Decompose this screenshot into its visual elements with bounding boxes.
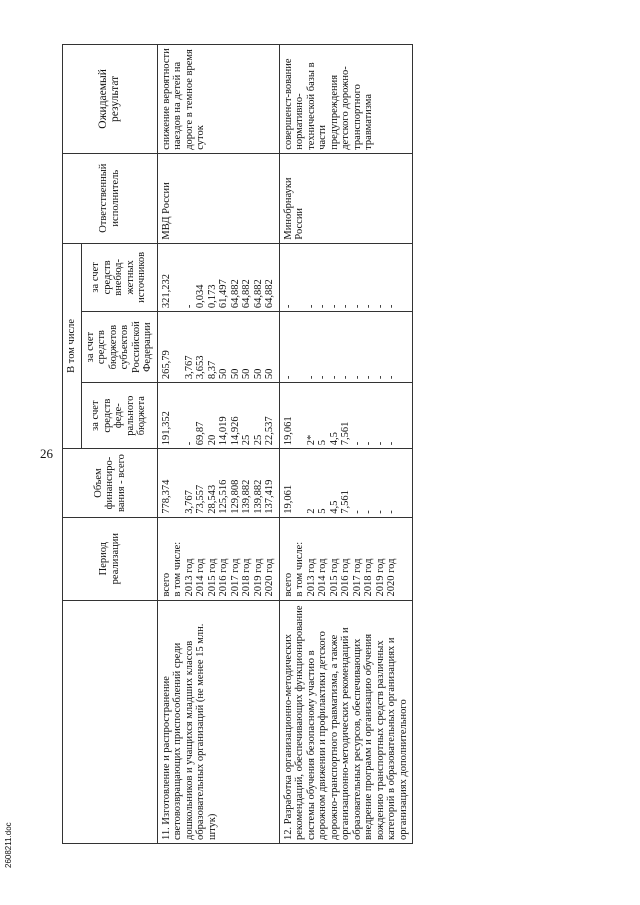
- period-cell-line: в том числе:: [172, 541, 183, 597]
- regional-cell-line: 3,653: [195, 355, 206, 380]
- regional-cell-line: 50: [218, 368, 229, 380]
- total-cell-line: 73,557: [195, 484, 206, 514]
- period-cell-line: 2019 год: [374, 558, 386, 597]
- result-cell: совершенст-вование нормативно-технической базы в части предупреждения детского дорожно-транспортного травматизма: [279, 45, 413, 154]
- regional-cell: [279, 312, 413, 383]
- header-including: В том числе: [63, 243, 82, 449]
- period-cell-line: 2019 год: [252, 558, 264, 597]
- external-cell-line: 64,882: [252, 279, 264, 309]
- federal-cell-line: -: [351, 441, 363, 446]
- regional-cell-line: -: [351, 375, 363, 380]
- period-cell: [279, 517, 413, 600]
- period-cell-line: 2020 год: [386, 558, 397, 597]
- header-federal: за счет средств феде-рального бюджета: [81, 383, 157, 449]
- external-cell-line: -: [328, 304, 340, 309]
- page-number: 26: [40, 446, 53, 461]
- regional-cell-line: 50: [241, 368, 252, 380]
- external-cell-line: [172, 247, 184, 309]
- period-cell-line: 2020 год: [264, 558, 275, 597]
- total-cell-line: 2: [305, 508, 317, 514]
- total-cell-line: [172, 452, 184, 514]
- file-footer: 2608211.doc: [4, 822, 13, 868]
- period-cell-line: 2014 год: [317, 558, 328, 597]
- external-cell-line: -: [282, 304, 294, 309]
- external-cell-line: -: [374, 304, 386, 309]
- regional-cell-line: 50: [264, 368, 275, 380]
- external-cell-line: 0,173: [206, 284, 218, 309]
- rotated-table-wrapper: [62, 44, 534, 844]
- federal-cell-line: 19,061: [282, 416, 294, 446]
- federal-cell-line: -: [183, 441, 195, 446]
- program-table: [62, 44, 413, 844]
- federal-cell-line: 191,352: [160, 411, 172, 446]
- total-cell-line: 137,419: [264, 479, 275, 514]
- regional-cell-line: -: [340, 375, 351, 380]
- federal-cell-line: 7,561: [340, 421, 351, 446]
- federal-cell-line: -: [386, 441, 397, 446]
- executor-cell: Минобрнауки России: [279, 153, 413, 243]
- table-body: [157, 45, 413, 844]
- external-cell-line: -: [183, 304, 195, 309]
- federal-cell-line: 20: [206, 434, 218, 446]
- total-cell-line: [294, 452, 306, 514]
- regional-cell-line: -: [305, 375, 317, 380]
- regional-cell-line: [172, 315, 184, 379]
- result-cell: снижение вероятности наездов на детей на дороге в темное время суток: [157, 45, 279, 154]
- federal-cell-line: -: [374, 441, 386, 446]
- total-cell-line: 19,061: [282, 484, 294, 514]
- federal-cell-line: 14,019: [218, 416, 229, 446]
- header-regional: за счет средств бюджетов субъектов Российской Федерации: [81, 312, 157, 383]
- federal-cell: [157, 383, 279, 449]
- regional-cell-line: [294, 315, 306, 379]
- total-cell-line: 125,516: [218, 479, 229, 514]
- federal-cell-line: 69,87: [195, 421, 206, 446]
- header-external: за счет средств внебюд-жетных источников: [81, 243, 157, 312]
- measure-name: 11. Изготовление и распространение световозвращающих приспособлений среди дошкольников и учащихся младших классов образовательных организаций (не менее 15 млн. штук): [157, 600, 279, 843]
- federal-cell-line: 5: [317, 440, 328, 446]
- external-cell: [279, 243, 413, 312]
- external-cell-line: 61,497: [218, 279, 229, 309]
- total-cell-line: -: [374, 510, 386, 514]
- table-row: [279, 45, 413, 844]
- external-cell-line: -: [363, 304, 374, 309]
- external-cell-line: 64,882: [264, 279, 275, 309]
- external-cell-line: [294, 247, 306, 309]
- regional-cell-line: -: [386, 375, 397, 380]
- header-name: [63, 600, 158, 843]
- header-executor: Ответственный исполнитель: [63, 153, 158, 243]
- header-total: Объем финансиро-вания - всего: [63, 449, 158, 518]
- federal-cell-line: [172, 386, 184, 445]
- external-cell-line: -: [305, 304, 317, 309]
- regional-cell-line: -: [317, 375, 328, 380]
- total-cell-line: -: [386, 510, 397, 514]
- period-cell-line: 2014 год: [195, 558, 206, 597]
- total-cell: [157, 449, 279, 518]
- period-cell-line: 2018 год: [363, 558, 374, 597]
- federal-cell-line: 14,926: [229, 416, 241, 446]
- federal-cell: [279, 383, 413, 449]
- external-cell-line: -: [340, 304, 351, 309]
- total-cell-line: -: [351, 510, 363, 514]
- period-cell-line: 2016 год: [340, 558, 351, 597]
- period-cell-line: 2017 год: [351, 558, 363, 597]
- external-cell-line: 0,034: [195, 284, 206, 309]
- measure-name: 12. Разработка организационно-методических рекомендаций, обеспечивающих функционирование системы обучения безопасному участию в дорожном движении и профилактики детского дорожно-транспортного травматизма, а также организационно-методических рекомендаций и образовательных ресурсов, обеспечивающих внедрение программ и организацию обучения вождению транспортных средств различных категорий в образовательных организациях и организациях дополнительного: [279, 600, 413, 843]
- total-cell-line: 7,561: [340, 490, 351, 514]
- total-cell-line: 3,767: [183, 490, 195, 514]
- total-cell: [279, 449, 413, 518]
- period-cell-line: 2013 год: [305, 558, 317, 597]
- federal-cell-line: 22,537: [264, 416, 275, 446]
- external-cell-line: 64,882: [241, 279, 252, 309]
- period-cell-line: всего: [160, 572, 172, 597]
- total-cell-line: 28,543: [206, 484, 218, 514]
- federal-cell-line: 4,5: [328, 432, 340, 446]
- regional-cell-line: 8,37: [206, 360, 218, 380]
- regional-cell-line: -: [363, 375, 374, 380]
- table-row: [157, 45, 279, 844]
- period-cell-line: в том числе:: [294, 541, 305, 597]
- regional-cell-line: 265,79: [160, 350, 172, 380]
- total-cell-line: 4,5: [328, 500, 340, 514]
- external-cell-line: 321,232: [160, 274, 172, 309]
- total-cell-line: 129,808: [229, 479, 241, 514]
- regional-cell-line: 50: [229, 368, 241, 380]
- period-cell-line: 2017 год: [229, 558, 241, 597]
- executor-cell: МВД России: [157, 153, 279, 243]
- external-cell-line: -: [351, 304, 363, 309]
- period-cell-line: 2015 год: [328, 558, 340, 597]
- federal-cell-line: 25: [252, 434, 264, 446]
- total-cell-line: 5: [317, 508, 328, 514]
- federal-cell-line: 25: [241, 434, 252, 446]
- period-cell: [157, 517, 279, 600]
- header-period: Период реализации: [63, 517, 158, 600]
- regional-cell-line: 50: [252, 368, 264, 380]
- header-result: Ожидаемый результат: [63, 45, 158, 154]
- total-cell-line: 139,882: [252, 479, 264, 514]
- federal-cell-line: [294, 386, 306, 445]
- federal-cell-line: 2*: [305, 434, 317, 446]
- external-cell-line: 64,882: [229, 279, 241, 309]
- regional-cell-line: -: [282, 375, 294, 380]
- period-cell-line: 2018 год: [241, 558, 252, 597]
- external-cell: [157, 243, 279, 312]
- total-cell-line: -: [363, 510, 374, 514]
- regional-cell-line: 3,767: [183, 355, 195, 380]
- total-cell-line: 139,882: [241, 479, 252, 514]
- period-cell-line: 2016 год: [218, 558, 229, 597]
- regional-cell: [157, 312, 279, 383]
- total-cell-line: 778,374: [160, 479, 172, 514]
- regional-cell-line: -: [374, 375, 386, 380]
- period-cell-line: всего: [282, 572, 294, 597]
- federal-cell-line: -: [363, 441, 374, 446]
- external-cell-line: -: [317, 304, 328, 309]
- period-cell-line: 2013 год: [183, 558, 195, 597]
- period-cell-line: 2015 год: [206, 558, 218, 597]
- external-cell-line: -: [386, 304, 397, 309]
- regional-cell-line: -: [328, 375, 340, 380]
